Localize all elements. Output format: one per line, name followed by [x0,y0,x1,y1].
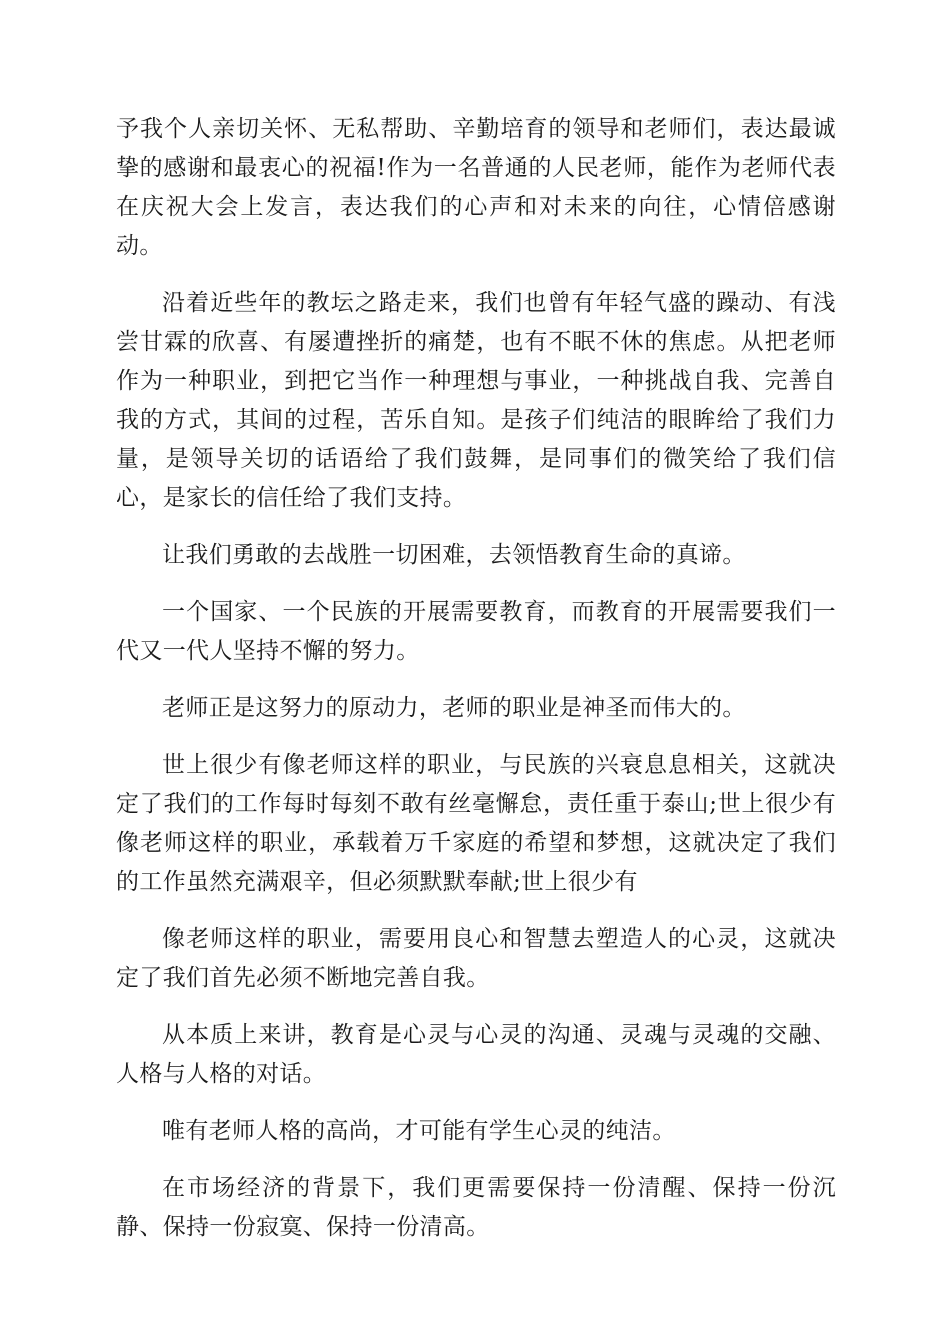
paragraph-6: 世上很少有像老师这样的职业，与民族的兴衰息息相关，这就决定了我们的工作每时每刻不敢有丝毫懈怠，责任重于泰山;世上很少有像老师这样的职业，承载着万千家庭的希望和梦想，这就决定了我们的工作虽然充满艰辛，但必须默默奉献;世上很少有 [116,752,836,895]
paragraph-5: 老师正是这努力的原动力，老师的职业是神圣而伟大的。 [162,695,746,721]
paragraph-1: 予我个人亲切关怀、无私帮助、辛勤培育的领导和老师们，表达最诚挚的感谢和最衷心的祝福!作为一名普通的人民老师，能作为老师代表在庆祝大会上发言，表达我们的心声和对未来的向往，心情倍感谢动。 [116,116,836,259]
document-page [116,110,836,1265]
paragraph-7: 像老师这样的职业，需要用良心和智慧去塑造人的心灵，这就决定了我们首先必须不断地完善自我。 [116,926,836,991]
paragraph-3: 让我们勇敢的去战胜一切困难，去领悟教育生命的真谛。 [162,542,746,568]
paragraph-9: 唯有老师人格的高尚，才可能有学生心灵的纯洁。 [162,1118,676,1144]
paragraph-10: 在市场经济的背景下，我们更需要保持一份清醒、保持一份沉静、保持一份寂寞、保持一份清高。 [116,1175,836,1240]
paragraph-8: 从本质上来讲，教育是心灵与心灵的沟通、灵魂与灵魂的交融、人格与人格的对话。 [116,1022,836,1087]
paragraph-2: 沿着近些年的教坛之路走来，我们也曾有年轻气盛的躁动、有浅尝甘霖的欣喜、有屡遭挫折的痛楚，也有不眠不休的焦虑。从把老师作为一种职业，到把它当作一种理想与事业，一种挑战自我、完善自我的方式，其间的过程，苦乐自知。是孩子们纯洁的眼眸给了我们力量，是领导关切的话语给了我们鼓舞，是同事们的微笑给了我们信心，是家长的信任给了我们支持。 [116,290,836,511]
paragraph-4: 一个国家、一个民族的开展需要教育，而教育的开展需要我们一代又一代人坚持不懈的努力。 [116,599,836,664]
